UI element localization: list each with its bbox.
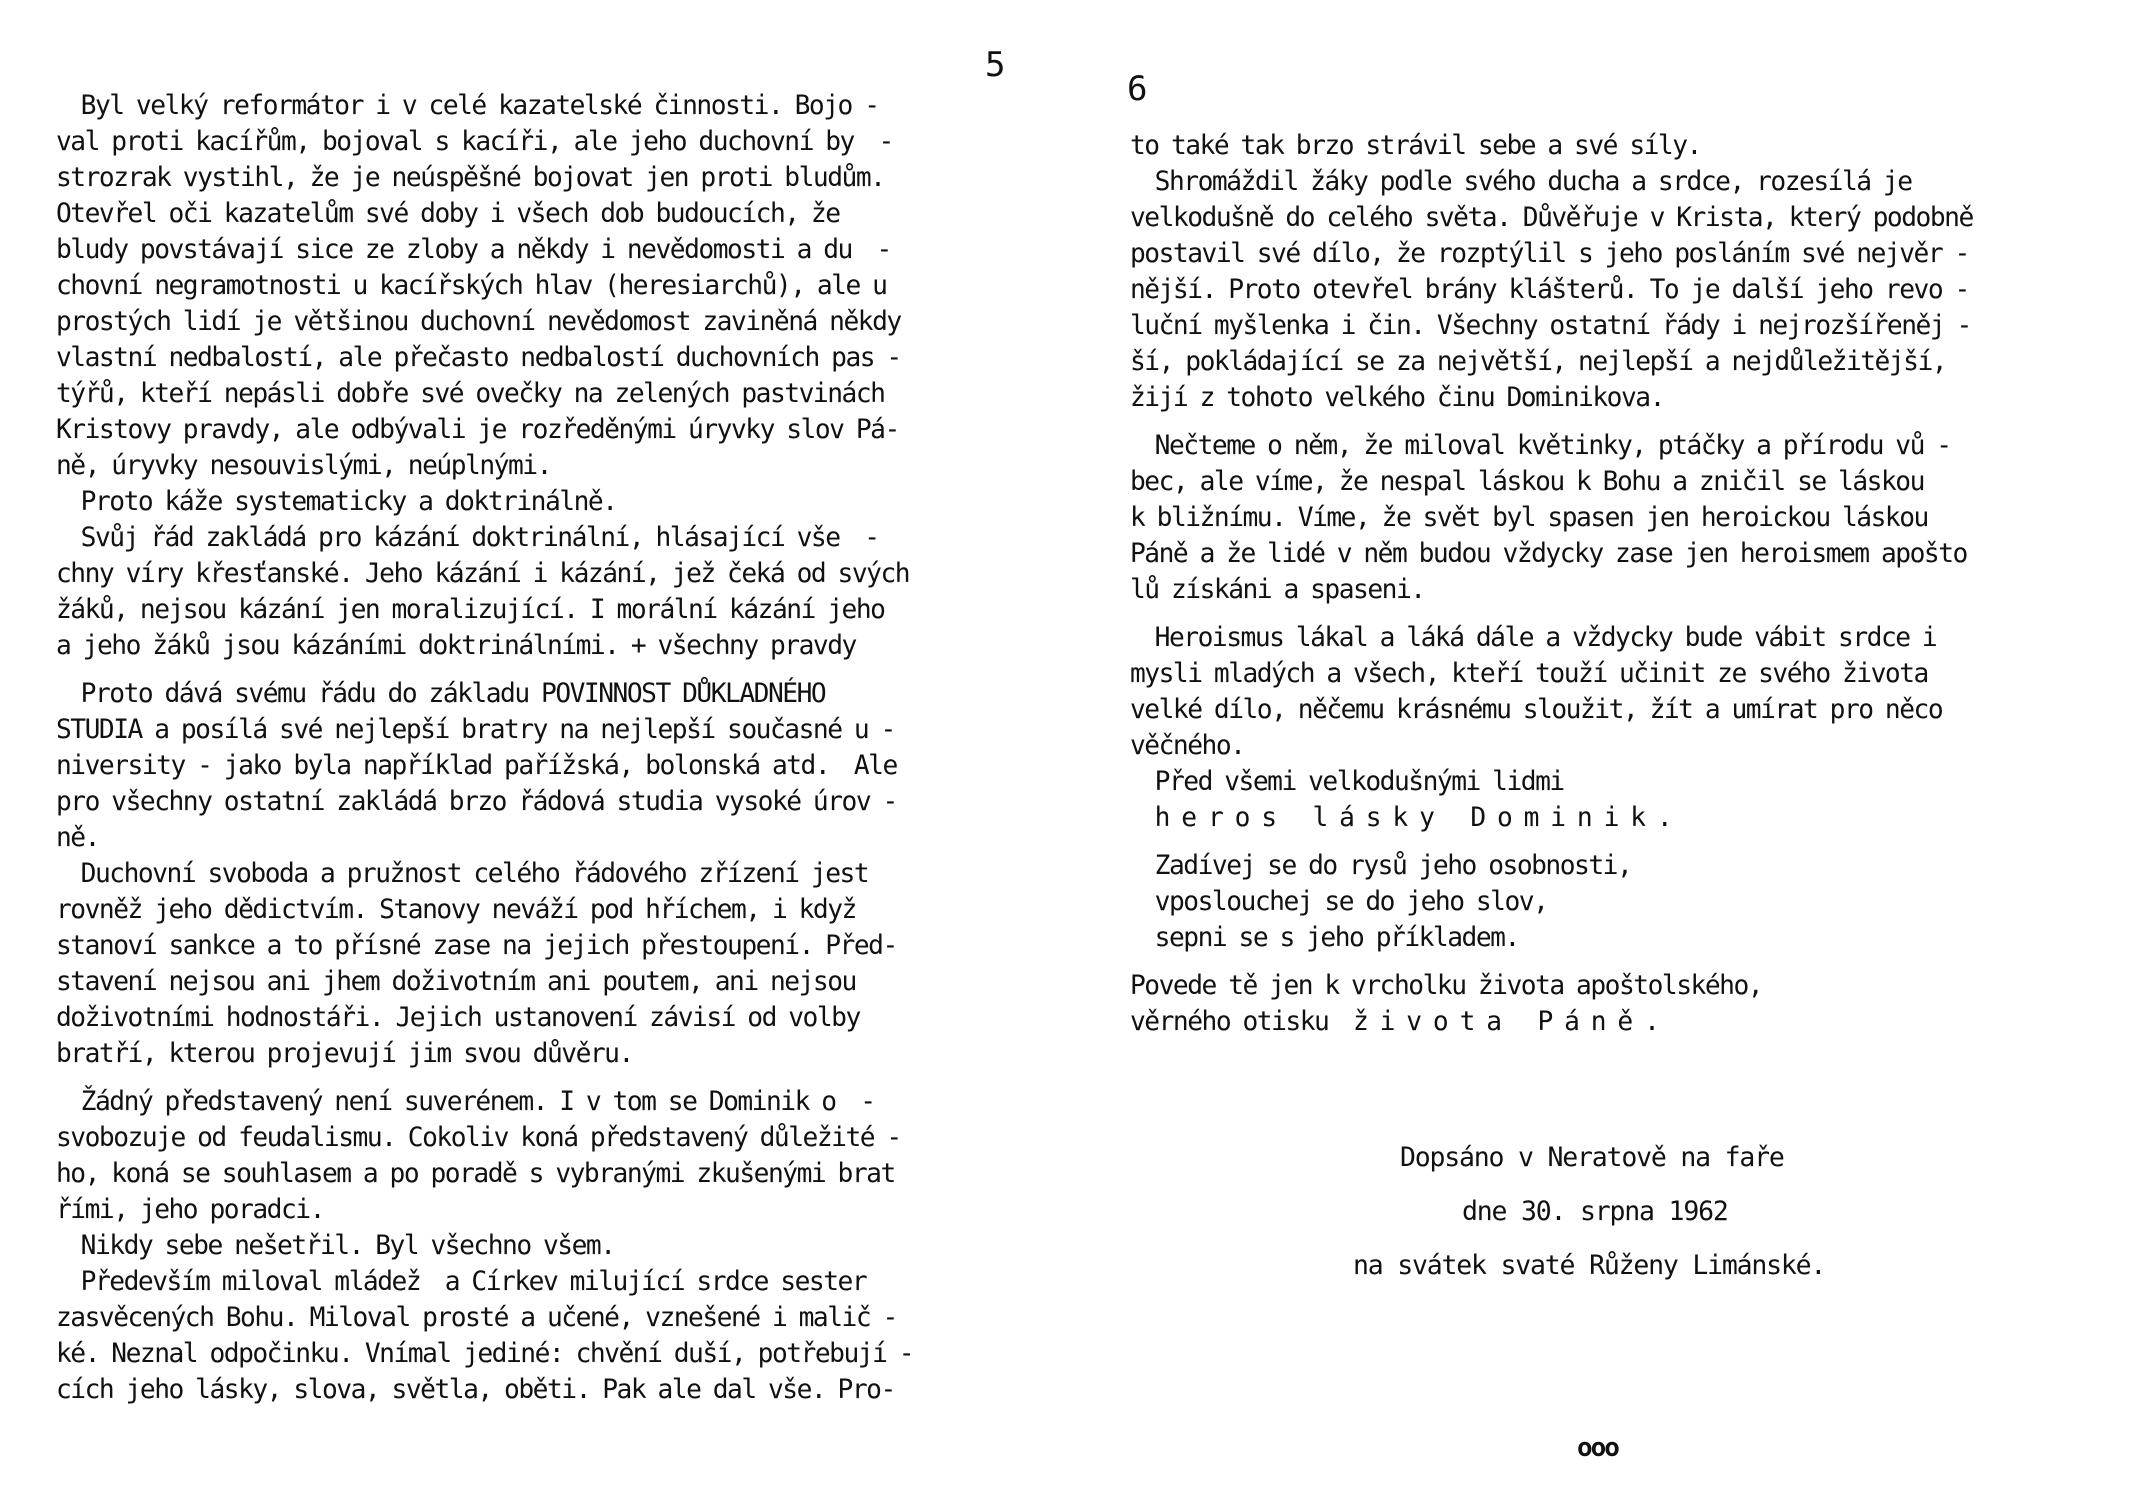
right-page-paragraph-gap [1130,416,1973,428]
left-page-text-line: Byl velký reformátor i v celé kazatelské činnosti. Bojo - [56,90,879,121]
right-page-text-line: věčného. [1130,730,1245,761]
left-page-paragraph-gap [56,1072,913,1084]
right-page-text-line: nější. Proto otevřel brány klášterů. To je další jeho revo - [1130,274,1969,305]
right-page-text [1130,128,1973,1040]
closing-place: Dopsáno v Neratově na faře [1400,1142,1784,1173]
left-page-text-line: STUDIA a posílá své nejlepší bratry na nejlepší současné u - [56,714,895,745]
right-page-text-line: Povede tě jen k vrcholku života apoštolského, [1130,970,1763,1001]
right-page-text-line: bec, ale víme, že nespal láskou k Bohu a zničil se láskou [1130,466,1924,497]
page-number-left: 5 [985,45,1006,85]
left-page-text-line: rovněž jeho dědictvím. Stanovy neváží pod hříchem, i když [56,894,856,925]
left-page-text-line: ně. [56,822,99,853]
left-page-text-line: pro všechny ostatní zakládá brzo řádová studia vysoké úrov - [56,786,897,817]
left-page-text-line: Žádný představený není suverénem. I v tom se Dominik o - [56,1086,875,1117]
left-page-text-line: a jeho žáků jsou kázáními doktrinálními. + všechny pravdy [56,630,856,661]
right-page-text-line: vposlouchej se do jeho slov, [1130,886,1548,917]
left-page-text-line: doživotními hodnostáři. Jejich ustanovení závisí od volby [56,1002,860,1033]
left-page-text-line: Proto káže systematicky a doktrinálně. [56,486,617,517]
left-page-text-line: stavení nejsou ani jhem doživotním ani poutem, ani nejsou [56,966,856,997]
page-number-right: 6 [1127,69,1148,109]
right-page-text-line: mysli mladých a všech, kteří touží učinit ze svého života [1130,658,1928,689]
left-page-text-line: prostých lidí je většinou duchovní nevědomost zaviněná někdy [56,306,901,337]
right-page-text-line: Shromáždil žáky podle svého ducha a srdce, rozesílá je [1130,166,1912,197]
right-page-paragraph-gap [1130,836,1973,848]
right-page-text-line: žijí z tohoto velkého činu Dominikova. [1130,382,1664,413]
right-page-text-line: k bližnímu. Víme, že svět byl spasen jen heroickou láskou [1130,502,1928,533]
left-page-text-line: žáků, nejsou kázání jen moralizující. I morální kázání jeho [56,594,885,625]
left-page-text-line: týřů, kteří nepásli dobře své ovečky na zelených pastvinách [56,378,885,409]
left-page-text-line: stanoví sankce a to přísné zase na jejich přestoupení. Před- [56,930,897,961]
left-page-text-line: řími, jeho poradci. [56,1194,324,1225]
right-page-text-line: to také tak brzo strávil sebe a své síly. [1130,130,1701,161]
closing-feast: na svátek svaté Růženy Limánské. [1353,1250,1826,1281]
left-page-text-line: Svůj řád zakládá pro kázání doktrinální, hlásající vše - [56,522,879,553]
left-page-text-line: cích jeho lásky, slova, světla, oběti. Pak ale dal vše. Pro- [56,1374,895,1405]
left-page-text-line: Nikdy sebe nešetřil. Byl všechno všem. [56,1230,615,1261]
right-page-text-line: velké dílo, něčemu krásnému sloužit, žít a umírat pro něco [1130,694,1943,725]
right-page-text-line: lů získáni a spaseni. [1130,574,1425,605]
left-page-text-line: strozrak vystihl, že je neúspěšné bojovat jen proti bludům. [56,162,885,193]
right-page-text-line: velkodušně do celého světa. Důvěřuje v Krista, který podobně [1130,202,1973,233]
left-page-text-line: Proto dává svému řádu do základu POVINNOST DŮKLADNÉHO [56,678,826,709]
left-page-paragraph-gap [56,664,913,676]
right-page-paragraph-gap [1130,608,1973,620]
left-page-text-line: Otevřel oči kazatelům své doby i všech dob budoucích, že [56,198,840,229]
left-page-text-line: Duchovní svoboda a pružnost celého řádového zřízení jest [56,858,869,889]
left-page-text-line: niversity - jako byla například pařížská, bolonská atd. Ale [56,750,897,781]
right-page-text-line: h e r o s l á s k y D o m i n i k . [1130,802,1672,833]
right-page-text-line: věrného otisku ž i v o t a P á n ě . [1130,1006,1659,1037]
right-page-text-line: Nečteme o něm, že miloval květinky, ptáčky a přírodu vů - [1130,430,1951,461]
end-mark: ooo [1577,1433,1618,1463]
right-page-text-line: luční myšlenka i čin. Všechny ostatní řády i nejrozšířeněj - [1130,310,1971,341]
left-page-text-line: chovní negramotnosti u kacířských hlav (heresiarchů), ale u [56,270,887,301]
left-page-text-line: bratří, kterou projevují jim svou důvěru. [56,1038,633,1069]
right-page-text-line: Heroismus lákal a láká dále a vždycky bude vábit srdce i [1130,622,1937,653]
left-page-text-line: ně, úryvky nesouvislými, neúplnými. [56,450,551,481]
left-page-text-line: zasvěcených Bohu. Miloval prosté a učené, vznešené i malič - [56,1302,897,1333]
closing-date: dne 30. srpna 1962 [1462,1196,1728,1227]
left-page-text-line: Především miloval mládež a Církev milující srdce sester [56,1266,867,1297]
left-page-text-line: chny víry křesťanské. Jeho kázání i kázání, jež čeká od svých [56,558,910,589]
left-page-text-line: bludy povstávají sice ze zloby a někdy i nevědomosti a du - [56,234,891,265]
right-page-text-line: Před všemi velkodušnými lidmi [1130,766,1564,797]
left-page-text-line: val proti kacířům, bojoval s kacíři, ale jeho duchovní by - [56,126,893,157]
left-page-text-line: vlastní nedbalostí, ale přečasto nedbalostí duchovních pas - [56,342,901,373]
left-page-text-line: svobozuje od feudalismu. Cokoliv koná představený důležité - [56,1122,901,1153]
left-page-text [56,88,913,1408]
right-page-text-line: Páně a že lidé v něm budou vždycky zase jen heroismem apošto [1130,538,1967,569]
right-page-text-line: sepni se s jeho příkladem. [1130,922,1519,953]
right-page-paragraph-gap [1130,956,1973,968]
left-page-text-line: ho, koná se souhlasem a po poradě s vybranými zkušenými brat [56,1158,895,1189]
right-page-text-line: ší, pokládající se za největší, nejlepší a nejdůležitější, [1130,346,1947,377]
left-page-text-line: ké. Neznal odpočinku. Vnímal jediné: chvění duší, potřebují - [56,1338,914,1369]
left-page-text-line: Kristovy pravdy, ale odbývali je rozředěnými úryvky slov Pá- [56,414,899,445]
right-page-text-line: Zadívej se do rysů jeho osobnosti, [1130,850,1632,881]
right-page-text-line: postavil své dílo, že rozptýlil s jeho posláním své nejvěr - [1130,238,1969,269]
